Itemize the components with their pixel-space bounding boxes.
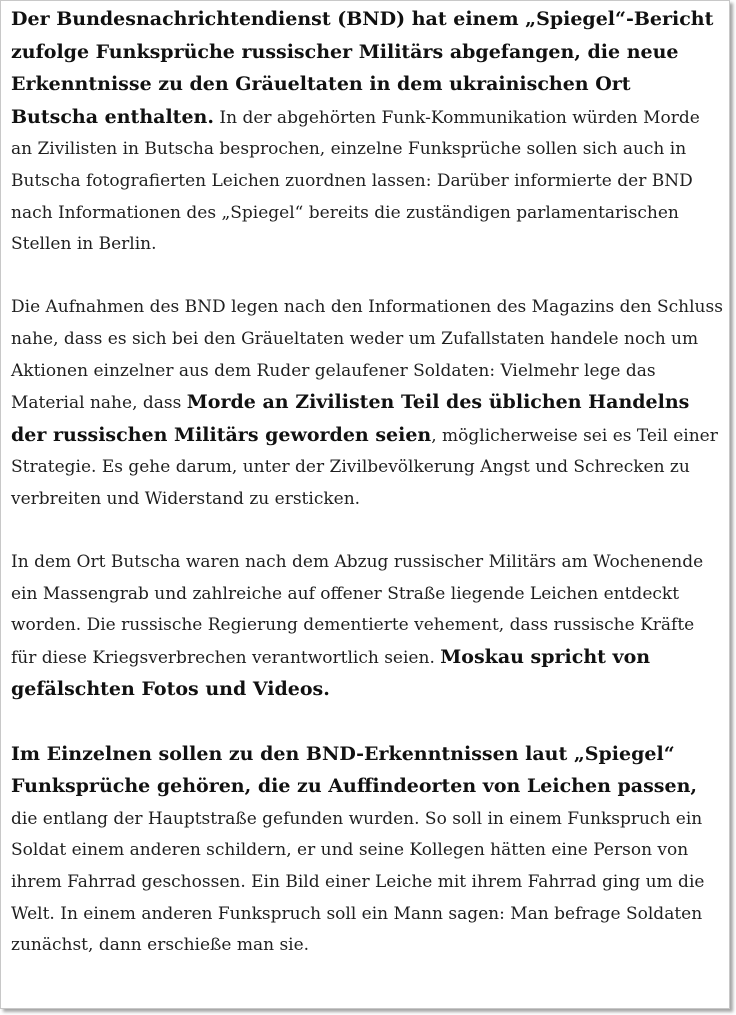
article-paragraph-3 xyxy=(11,547,723,707)
paragraph-text: In der abgehörten Funk-Kommunikation würden Morde an Zivilisten in Butscha besprochen, einzelne Funksprüche sollen sich auch in Butscha fotografierten Leichen zuordnen lassen: Darüber informierte der BND nach Informationen des „Spiegel“ bereits die zuständigen parlamentarischen Stellen in Berlin. xyxy=(11,107,700,255)
paragraph-text: die entlang der Hauptstraße gefunden wurden. So soll in einem Funkspruch ein Soldat einem anderen schildern, er und seine Kollegen hätten eine Person von ihrem Fahrrad geschossen. Ein Bild einer Leiche mit ihrem Fahrrad ging um die Welt. In einem anderen Funkspruch soll ein Mann sagen: Man befrage Soldaten zunächst, dann erschieße man sie. xyxy=(11,808,705,956)
article-paragraph-4 xyxy=(11,739,723,962)
article-paragraph-2 xyxy=(11,292,723,515)
article-paragraph-1 xyxy=(11,4,723,261)
highlighted-statement: Morde an Zivilisten Teil des üblichen Handelns der russischen Militärs geworden seien xyxy=(11,391,690,446)
highlighted-statement: Moskau spricht von gefälschten Fotos und Videos. xyxy=(11,645,651,701)
article-body xyxy=(11,4,723,962)
highlighted-statement: Im Einzelnen sollen zu den BND-Erkenntnissen laut „Spiegel“ Funksprüche gehören, die zu Auffindeorten von Leichen passen, xyxy=(11,742,698,798)
paragraph-text: Die Aufnahmen des BND legen nach den Informationen des Magazins den Schluss nahe, dass es sich bei den Gräueltaten weder um Zufallstaten handele noch um Aktionen einzelner aus dem Ruder gelaufener Soldaten: Vielmehr lege das Material nahe, dass xyxy=(11,297,723,414)
paragraph-text: In dem Ort Butscha waren nach dem Abzug russischer Militärs am Wochenende ein Massengrab und zahlreiche auf offener Straße liegende Leichen entdeckt worden. Die russische Regierung dementierte vehement, dass russische Kräfte für diese Kriegsverbrechen verantwortlich seien. xyxy=(11,552,704,668)
paragraph-text: , möglicherweise sei es Teil einer Strategie. Es gehe darum, unter der Zivilbevölkerung Angst und Schrecken zu verbreiten und Widerstand zu ersticken. xyxy=(11,425,718,509)
lead-sentence: Der Bundesnachrichtendienst (BND) hat einem „Spiegel“-Bericht zufolge Funksprüche russischer Militärs abgefangen, die neue Erkenntnisse zu den Gräueltaten in dem ukrainischen Ort Butscha enthalten. xyxy=(11,8,714,128)
